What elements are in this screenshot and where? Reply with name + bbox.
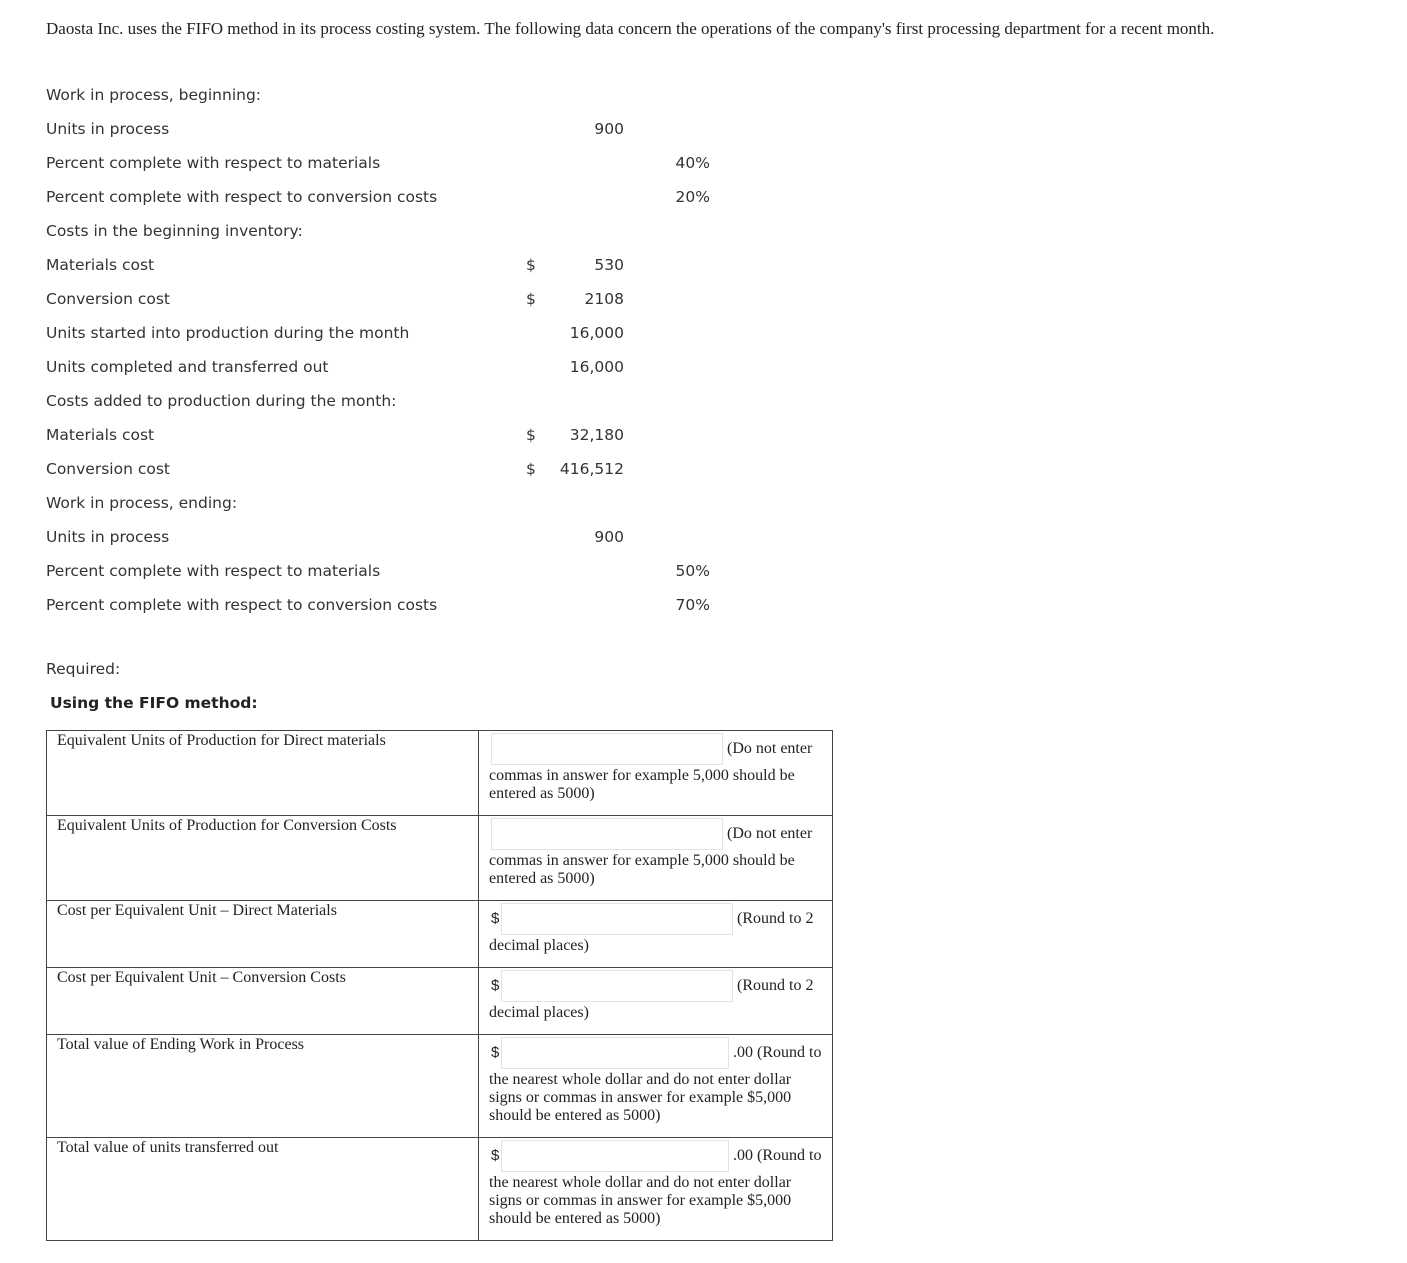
row-value: 900: [594, 528, 624, 546]
row-label: Percent complete with respect to materials: [46, 154, 381, 172]
row-label: Percent complete with respect to conversion costs: [46, 188, 438, 206]
answer-note: commas in answer for example 5,000 should be entered as 5000): [489, 767, 795, 802]
cost-per-unit-conversion-input[interactable]: [501, 970, 733, 1002]
row-label: Conversion cost: [46, 290, 170, 308]
equivalent-units-conversion-input[interactable]: [491, 818, 723, 850]
row-label: Percent complete with respect to conversion costs: [46, 596, 438, 614]
row-percent: [624, 350, 710, 384]
currency-symbol: $: [526, 460, 536, 478]
dollar-sign: $: [491, 910, 500, 927]
data-row: [46, 418, 710, 452]
data-row: [46, 248, 710, 282]
row-value: [552, 588, 624, 622]
row-percent: 50%: [675, 562, 710, 580]
answer-note-inline: (Do not enter: [727, 825, 813, 842]
row-percent: [624, 316, 710, 350]
answer-row: [47, 968, 833, 1035]
answer-cell: [479, 1035, 833, 1138]
row-label: Materials cost: [46, 256, 155, 274]
row-value: [552, 180, 624, 214]
dollar-sign: $: [491, 1147, 500, 1164]
answer-note-inline: (Round to 2: [737, 910, 814, 927]
data-row: [46, 554, 710, 588]
row-value: 32,180: [569, 426, 624, 444]
data-row: [46, 146, 710, 180]
answer-cell: [479, 1138, 833, 1241]
data-row: [46, 112, 710, 146]
answer-row: [47, 1035, 833, 1138]
row-value: 16,000: [569, 324, 624, 342]
row-percent: [624, 282, 710, 316]
data-row: [46, 180, 710, 214]
answer-note: commas in answer for example 5,000 should be entered as 5000): [489, 852, 795, 887]
row-percent: [624, 214, 710, 248]
currency-symbol: [526, 588, 552, 622]
data-row: [46, 520, 710, 554]
row-percent: [624, 486, 710, 520]
currency-symbol: [526, 316, 552, 350]
answer-cell: [479, 968, 833, 1035]
currency-symbol: [526, 384, 552, 418]
answer-cell: [479, 731, 833, 816]
currency-symbol: [526, 112, 552, 146]
currency-symbol: [526, 146, 552, 180]
question-label: Total value of units transferred out: [47, 1138, 479, 1241]
answer-table: [46, 730, 833, 1241]
data-row: [46, 384, 710, 418]
row-value: [552, 214, 624, 248]
answer-note: the nearest whole dollar and do not enter dollar signs or commas in answer for example $5,000 should be entered as 5000): [489, 1174, 792, 1227]
row-label: Work in process, ending:: [46, 494, 238, 512]
row-percent: [624, 384, 710, 418]
row-label: Units started into production during the month: [46, 324, 410, 342]
question-label: Cost per Equivalent Unit – Direct Materials: [47, 901, 479, 968]
answer-note: decimal places): [489, 937, 589, 954]
method-heading: Using the FIFO method:: [50, 694, 258, 712]
dollar-sign: $: [491, 977, 500, 994]
row-percent: [624, 418, 710, 452]
row-percent: [624, 520, 710, 554]
intro-paragraph: Daosta Inc. uses the FIFO method in its process costing system. The following data concern the operations of the company's first processing department for a recent month.: [46, 19, 1215, 38]
row-value: 530: [594, 256, 624, 274]
row-percent: 40%: [675, 154, 710, 172]
answer-note-inline: (Do not enter: [727, 740, 813, 757]
process-data-table: [46, 78, 710, 622]
row-label: Conversion cost: [46, 460, 170, 478]
answer-row: [47, 816, 833, 901]
answer-cell: [479, 816, 833, 901]
answer-note: decimal places): [489, 1004, 589, 1021]
ending-wip-value-input[interactable]: [501, 1037, 729, 1069]
dollar-sign: $: [491, 1044, 500, 1061]
currency-symbol: [526, 214, 552, 248]
question-label: Equivalent Units of Production for Direct materials: [47, 731, 479, 816]
row-label: Percent complete with respect to materials: [46, 562, 381, 580]
row-value: [552, 554, 624, 588]
row-percent: [624, 78, 710, 112]
data-row: [46, 350, 710, 384]
row-label: Costs added to production during the month:: [46, 392, 397, 410]
row-value: 900: [594, 120, 624, 138]
row-label: Units in process: [46, 120, 170, 138]
currency-symbol: [526, 554, 552, 588]
currency-symbol: $: [526, 426, 536, 444]
required-heading: Required:: [46, 660, 121, 678]
row-percent: [624, 248, 710, 282]
answer-note-inline: .00 (Round to: [733, 1044, 822, 1061]
currency-symbol: [526, 350, 552, 384]
row-value: 2108: [584, 290, 624, 308]
data-row: [46, 452, 710, 486]
row-value: [552, 486, 624, 520]
data-row: [46, 78, 710, 112]
answer-row: [47, 901, 833, 968]
row-label: Units in process: [46, 528, 170, 546]
data-row: [46, 214, 710, 248]
row-percent: 70%: [675, 596, 710, 614]
data-row: [46, 316, 710, 350]
question-label: Total value of Ending Work in Process: [47, 1035, 479, 1138]
answer-note: the nearest whole dollar and do not enter dollar signs or commas in answer for example $5,000 should be entered as 5000): [489, 1071, 792, 1124]
row-value: [552, 384, 624, 418]
row-label: Materials cost: [46, 426, 155, 444]
currency-symbol: [526, 520, 552, 554]
currency-symbol: [526, 180, 552, 214]
answer-note-inline: (Round to 2: [737, 977, 814, 994]
currency-symbol: $: [526, 290, 536, 308]
data-row: [46, 486, 710, 520]
row-value: 16,000: [569, 358, 624, 376]
row-percent: 20%: [675, 188, 710, 206]
row-percent: [624, 452, 710, 486]
currency-symbol: $: [526, 256, 536, 274]
row-label: Work in process, beginning:: [46, 86, 262, 104]
data-row: [46, 282, 710, 316]
row-percent: [624, 112, 710, 146]
row-value: [552, 146, 624, 180]
answer-row: [47, 731, 833, 816]
transferred-out-value-input[interactable]: [501, 1140, 729, 1172]
row-value: [552, 78, 624, 112]
row-label: Costs in the beginning inventory:: [46, 222, 303, 240]
currency-symbol: [526, 486, 552, 520]
cost-per-unit-materials-input[interactable]: [501, 903, 733, 935]
equivalent-units-materials-input[interactable]: [491, 733, 723, 765]
answer-cell: [479, 901, 833, 968]
question-label: Equivalent Units of Production for Conversion Costs: [47, 816, 479, 901]
answer-note-inline: .00 (Round to: [733, 1147, 822, 1164]
row-label: Units completed and transferred out: [46, 358, 329, 376]
currency-symbol: [526, 78, 552, 112]
row-value: 416,512: [559, 460, 624, 478]
data-row: [46, 588, 710, 622]
answer-row: [47, 1138, 833, 1241]
question-label: Cost per Equivalent Unit – Conversion Costs: [47, 968, 479, 1035]
